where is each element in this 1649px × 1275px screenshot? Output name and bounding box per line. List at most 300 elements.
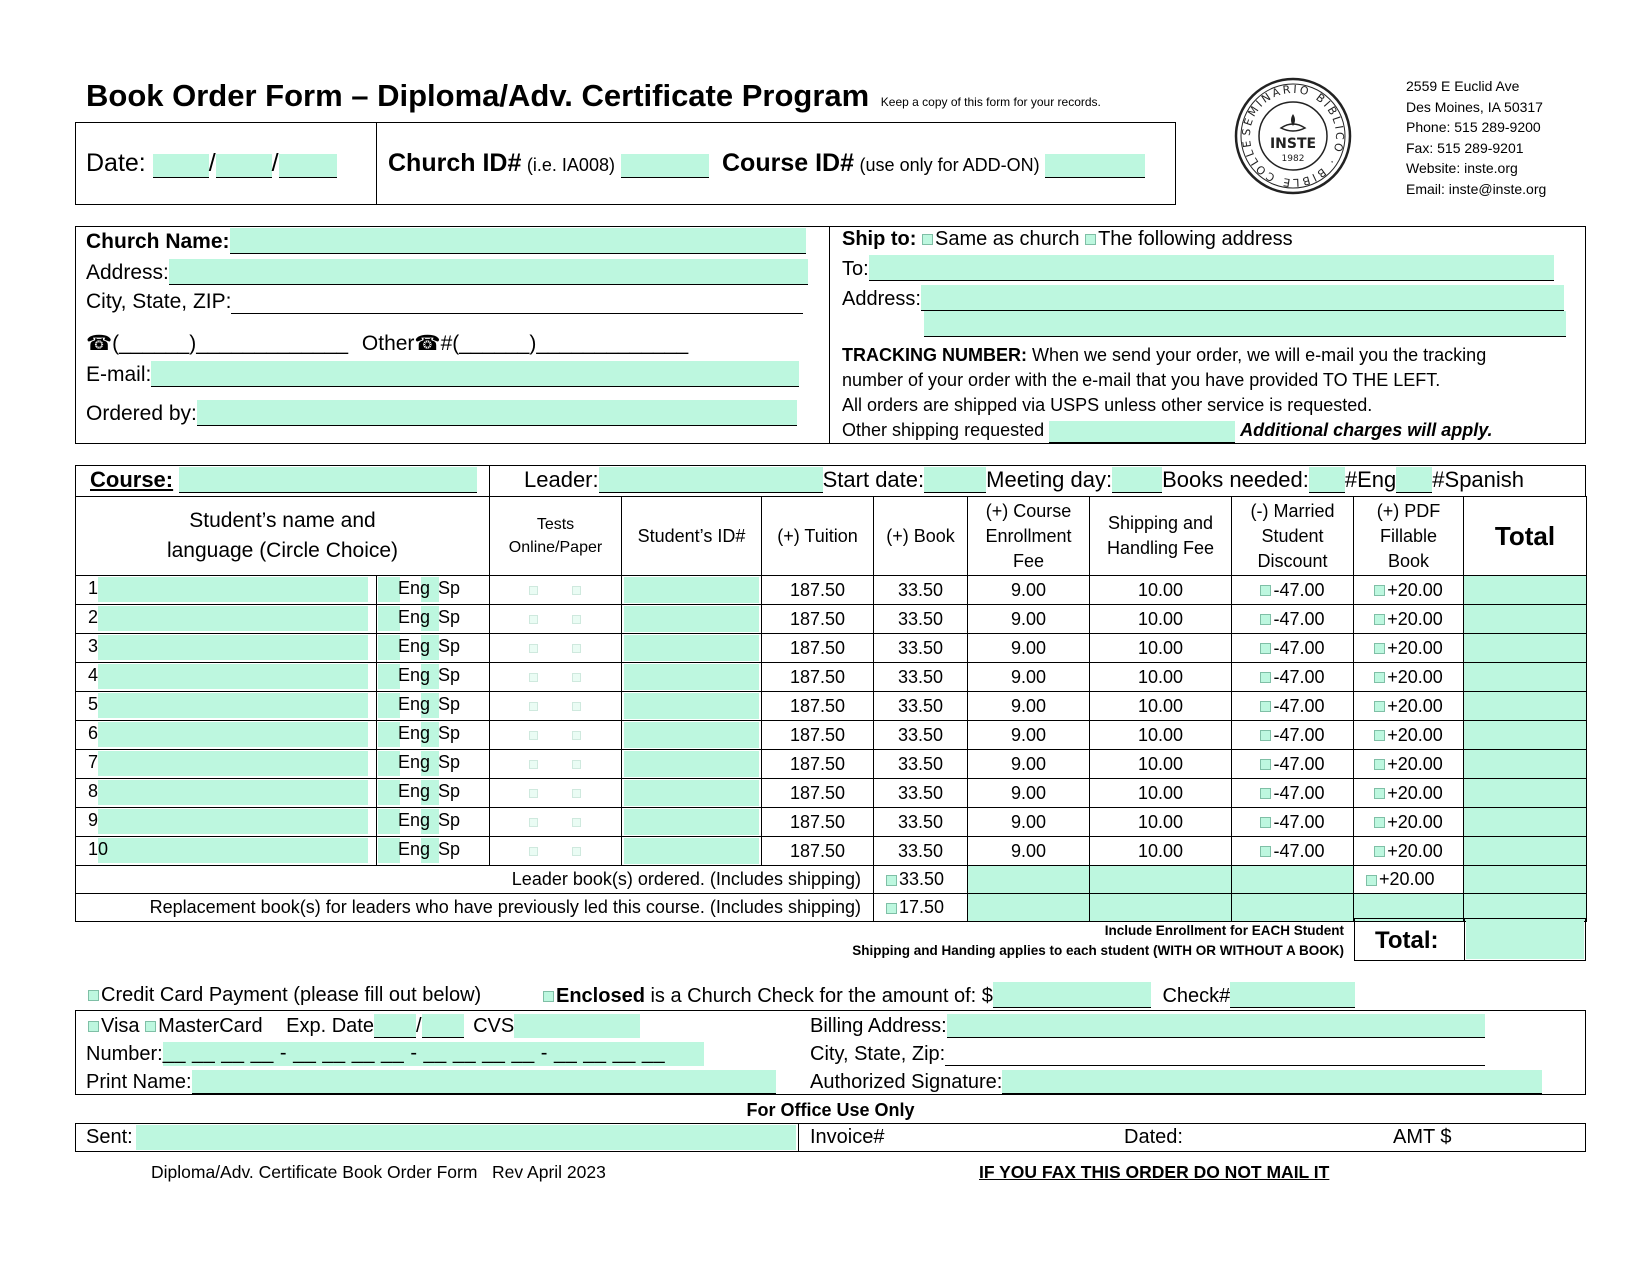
row-total-cell[interactable] (1464, 779, 1587, 808)
church-city-field[interactable] (86, 290, 803, 314)
enrollment-cell: 9.00 (968, 837, 1090, 866)
row-total-cell[interactable] (1464, 634, 1587, 663)
row-total-cell[interactable] (1464, 605, 1587, 634)
tests-online-checkbox[interactable] (529, 586, 538, 595)
student-name-field[interactable] (98, 722, 368, 747)
student-id-cell[interactable] (622, 750, 762, 779)
married-discount-value: -47.00 (1273, 840, 1325, 861)
tuition-cell: 187.50 (762, 576, 874, 605)
shipping-cell: 10.00 (1090, 808, 1232, 837)
student-name-cell[interactable] (76, 692, 490, 721)
church-name-field[interactable] (86, 228, 806, 254)
table-row (76, 605, 1587, 634)
exp-year-field[interactable] (422, 1014, 464, 1038)
enrollment-cell: 9.00 (968, 692, 1090, 721)
student-id-cell[interactable] (622, 808, 762, 837)
tests-paper-checkbox[interactable] (572, 586, 581, 595)
tests-paper-checkbox[interactable] (572, 731, 581, 740)
pdf-book-value: +20.00 (1387, 753, 1443, 774)
leader-book-row (76, 866, 1587, 894)
office-use-title: For Office Use Only (746, 1100, 915, 1120)
lang-eng-option[interactable]: Eng (398, 607, 431, 627)
lang-sp-option[interactable]: Sp (438, 810, 461, 830)
church-id-field[interactable] (388, 149, 709, 178)
book-cell: 33.50 (874, 779, 968, 808)
church-phone-field[interactable] (86, 331, 688, 356)
shipping-cell: 10.00 (1090, 605, 1232, 634)
cvs-label: CVS (473, 1015, 515, 1037)
amt-label: AMT $ (1393, 1126, 1452, 1148)
married-discount-value: -47.00 (1273, 608, 1325, 629)
col-book: (+) Book (874, 497, 968, 576)
student-id-cell[interactable] (622, 605, 762, 634)
lang-sp-option[interactable]: Sp (438, 781, 461, 801)
exp-date-label: Exp. Date (286, 1015, 374, 1037)
contact-email: Email: inste@inste.org (1406, 180, 1547, 197)
col-shipping: Shipping and Handling Fee (1090, 497, 1232, 576)
col-tests: Tests Online/Paper (490, 497, 622, 576)
pdf-book-cell[interactable] (1354, 721, 1464, 750)
ship-to-label: Ship to: (842, 228, 917, 250)
billing-city-row[interactable] (810, 1042, 1485, 1066)
leader-bar[interactable] (524, 467, 1524, 493)
other-shipping-field[interactable] (842, 418, 1493, 443)
row-total-cell[interactable] (1464, 663, 1587, 692)
tuition-cell: 187.50 (762, 634, 874, 663)
shipping-cell: 10.00 (1090, 663, 1232, 692)
book-cell: 33.50 (874, 692, 968, 721)
married-discount-cell[interactable] (1232, 779, 1354, 808)
tests-paper-checkbox[interactable] (572, 615, 581, 624)
tests-cell (490, 837, 622, 866)
ship-address-label: Address: (842, 288, 921, 310)
contact-phone: Phone: 515 289-9200 (1406, 119, 1541, 135)
student-table (75, 496, 1587, 922)
book-cell: 33.50 (874, 721, 968, 750)
grand-total-box (1354, 918, 1586, 961)
student-name-field[interactable] (98, 780, 368, 805)
tests-cell (490, 750, 622, 779)
tests-online-checkbox[interactable] (529, 702, 538, 711)
married-discount-cell[interactable] (1232, 634, 1354, 663)
enrollment-cell: 9.00 (968, 663, 1090, 692)
other-phone-label: Other☎#(______)_____________ (361, 332, 689, 355)
lang-eng-option[interactable]: Eng (398, 752, 431, 772)
shipping-cell: 10.00 (1090, 692, 1232, 721)
col-total: Total (1464, 497, 1587, 576)
tests-online-checkbox[interactable] (529, 673, 538, 682)
card-number-mask: __ __ __ __ - __ __ __ __ - __ __ __ __ - __ __ __ __ (163, 1042, 704, 1066)
col-student-id: Student’s ID# (622, 497, 762, 576)
meeting-day-label: Meeting day: (986, 467, 1113, 492)
tracking-label: TRACKING NUMBER: (842, 345, 1027, 365)
lang-sp-option[interactable]: Sp (438, 752, 461, 772)
tests-paper-checkbox[interactable] (572, 702, 581, 711)
pdf-book-cell[interactable] (1354, 576, 1464, 605)
enclosed-text: is a Church Check for the amount of: $ (650, 985, 993, 1007)
tests-cell (490, 808, 622, 837)
pdf-book-cell[interactable] (1354, 808, 1464, 837)
tests-cell (490, 779, 622, 808)
billing-address-row[interactable] (810, 1014, 1485, 1038)
married-discount-cell[interactable] (1232, 808, 1354, 837)
row-total-cell[interactable] (1464, 576, 1587, 605)
student-id-cell[interactable] (622, 692, 762, 721)
contact-website: Website: inste.org (1406, 160, 1518, 176)
billing-address-label: Billing Address: (810, 1015, 947, 1037)
student-name-field[interactable] (98, 809, 368, 834)
exp-month-field[interactable] (374, 1014, 416, 1038)
student-name-field[interactable] (98, 838, 368, 863)
tests-paper-checkbox[interactable] (572, 644, 581, 653)
ship-to-name-label: To: (842, 258, 869, 280)
enrollment-cell: 9.00 (968, 605, 1090, 634)
lang-sp-option[interactable]: Sp (438, 665, 461, 685)
replacement-book-cell[interactable] (874, 894, 968, 922)
married-discount-value: -47.00 (1273, 695, 1325, 716)
tests-online-checkbox[interactable] (529, 615, 538, 624)
enrollment-cell: 9.00 (968, 721, 1090, 750)
row-number: 7 (88, 752, 99, 772)
form-note: Keep a copy of this form for your records. (880, 95, 1101, 109)
student-id-cell[interactable] (622, 779, 762, 808)
row-total-cell[interactable] (1464, 692, 1587, 721)
married-discount-cell[interactable] (1232, 576, 1354, 605)
col-student-name: Student’s name and language (Circle Choice) (76, 497, 490, 576)
ordered-by-label: Ordered by: (86, 402, 197, 425)
lang-eng-option[interactable]: Eng (398, 839, 431, 859)
pdf-book-value: +20.00 (1387, 666, 1443, 687)
inste-logo (1233, 76, 1353, 196)
married-discount-value: -47.00 (1273, 637, 1325, 658)
row-total-cell[interactable] (1464, 750, 1587, 779)
mastercard-checkbox[interactable] (145, 1021, 156, 1032)
tuition-cell: 187.50 (762, 750, 874, 779)
student-id-cell[interactable] (622, 634, 762, 663)
row-number: 5 (88, 694, 99, 714)
pdf-book-cell[interactable] (1354, 779, 1464, 808)
tests-cell (490, 663, 622, 692)
student-name-cell[interactable] (76, 605, 490, 634)
tracking-text: When we send your order, we will e-mail you the tracking (1032, 345, 1487, 365)
header-fields-box (75, 122, 1176, 205)
tests-online-checkbox[interactable] (529, 731, 538, 740)
replacement-married-cell[interactable] (1232, 894, 1354, 922)
tests-cell (490, 634, 622, 663)
same-as-church-checkbox[interactable] (922, 234, 933, 245)
lang-sp-option[interactable]: Sp (438, 839, 461, 859)
totals-note-1: Include Enrollment for EACH Student (1104, 923, 1344, 938)
married-discount-cell[interactable] (1232, 605, 1354, 634)
shipping-cell: 10.00 (1090, 779, 1232, 808)
date-label: Date: (86, 149, 146, 177)
lang-sp-option[interactable]: Sp (438, 723, 461, 743)
student-id-cell[interactable] (622, 576, 762, 605)
col-enrollment: (+) Course Enrollment Fee (968, 497, 1090, 576)
lang-sp-option[interactable]: Sp (438, 694, 461, 714)
tuition-cell: 187.50 (762, 808, 874, 837)
lang-sp-option[interactable]: Sp (438, 607, 461, 627)
svg-text:1982: 1982 (1281, 154, 1305, 164)
ship-address-field[interactable] (842, 285, 1564, 311)
married-discount-value: -47.00 (1273, 811, 1325, 832)
student-name-cell[interactable] (76, 576, 490, 605)
married-discount-value: -47.00 (1273, 753, 1325, 774)
contact-city: Des Moines, IA 50317 (1406, 98, 1543, 115)
card-number-label: Number: (86, 1043, 163, 1065)
pdf-book-cell[interactable] (1354, 837, 1464, 866)
pdf-book-cell[interactable] (1354, 663, 1464, 692)
student-name-cell[interactable] (76, 750, 490, 779)
print-name-row[interactable] (86, 1070, 776, 1094)
sent-label: Sent: (86, 1126, 133, 1148)
eng-count-label: #Eng (1344, 467, 1397, 492)
shipping-cell: 10.00 (1090, 721, 1232, 750)
lang-eng-option[interactable]: Eng (398, 665, 431, 685)
table-row (76, 808, 1587, 837)
leader-married-cell[interactable] (1232, 866, 1354, 894)
row-number: 6 (88, 723, 99, 743)
church-address-field[interactable] (86, 259, 808, 285)
tuition-cell: 187.50 (762, 692, 874, 721)
lang-eng-option[interactable]: Eng (398, 723, 431, 743)
tests-online-checkbox[interactable] (529, 760, 538, 769)
form-title: Book Order Form – Diploma/Adv. Certificate Program (86, 78, 870, 113)
check-amount-field[interactable] (993, 982, 1151, 1008)
ship-address-line2[interactable] (924, 311, 1566, 337)
card-number-row[interactable] (86, 1042, 704, 1066)
col-tuition: (+) Tuition (762, 497, 874, 576)
student-id-cell[interactable] (622, 721, 762, 750)
student-name-cell[interactable] (76, 721, 490, 750)
col-married-discount: (-) Married Student Discount (1232, 497, 1354, 576)
footer-right: IF YOU FAX THIS ORDER DO NOT MAIL IT (979, 1162, 1330, 1182)
church-city-label: City, State, ZIP: (86, 290, 232, 313)
book-cell: 33.50 (874, 837, 968, 866)
book-cell: 33.50 (874, 576, 968, 605)
married-discount-value: -47.00 (1273, 666, 1325, 687)
card-type-row: Visa MasterCard Exp. Date / CVS (88, 1014, 640, 1038)
pdf-book-cell[interactable] (1354, 634, 1464, 663)
tests-paper-checkbox[interactable] (572, 818, 581, 827)
lang-eng-option[interactable]: Eng (398, 578, 431, 598)
lang-eng-option[interactable]: Eng (398, 694, 431, 714)
course-bar (75, 465, 1586, 497)
svg-text:INSTE: INSTE (1269, 136, 1317, 152)
tuition-cell: 187.50 (762, 663, 874, 692)
pdf-book-cell[interactable] (1354, 692, 1464, 721)
print-name-label: Print Name: (86, 1071, 192, 1093)
book-cell: 33.50 (874, 750, 968, 779)
replacement-ship-cell[interactable] (1090, 894, 1232, 922)
student-name-field[interactable] (98, 606, 368, 631)
church-email-field[interactable] (86, 361, 799, 387)
following-address-label: The following address (1098, 228, 1293, 250)
contact-fax: Fax: 515 289-9201 (1406, 139, 1524, 156)
tuition-cell: 187.50 (762, 721, 874, 750)
table-row (76, 779, 1587, 808)
leader-pdf-price: +20.00 (1379, 869, 1435, 889)
tests-paper-checkbox[interactable] (572, 760, 581, 769)
replacement-book-price: 17.50 (899, 897, 945, 917)
leader-book-price: 33.50 (899, 869, 945, 889)
spanish-count-label: #Spanish (1432, 467, 1525, 492)
leader-enroll-cell[interactable] (968, 866, 1090, 894)
tracking-text-2: number of your order with the e-mail that you have provided TO THE LEFT. (842, 370, 1441, 390)
phone-label: ☎(______)_____________ (86, 332, 349, 355)
leader-pdf-cell[interactable] (1354, 866, 1464, 894)
row-number: 9 (88, 810, 99, 830)
additional-charges: Additional charges will apply. (1240, 420, 1493, 440)
student-name-cell[interactable] (76, 837, 490, 866)
student-name-cell[interactable] (76, 808, 490, 837)
book-cell: 33.50 (874, 663, 968, 692)
check-number-label: Check# (1162, 985, 1231, 1007)
row-number: 4 (88, 665, 99, 685)
enrollment-cell: 9.00 (968, 808, 1090, 837)
grand-total-field[interactable] (1466, 921, 1584, 959)
leader-book-label: Leader book(s) ordered. (Includes shipping) (76, 866, 874, 894)
student-name-field[interactable] (98, 751, 368, 776)
tests-online-checkbox[interactable] (529, 847, 538, 856)
row-total-cell[interactable] (1464, 721, 1587, 750)
visa-label: Visa (101, 1015, 140, 1037)
visa-checkbox[interactable] (88, 1021, 99, 1032)
tests-paper-checkbox[interactable] (572, 673, 581, 682)
married-discount-value: -47.00 (1273, 579, 1325, 600)
enrollment-cell: 9.00 (968, 634, 1090, 663)
book-cell: 33.50 (874, 605, 968, 634)
footer-left: Diploma/Adv. Certificate Book Order Form Rev April 2023 (151, 1162, 606, 1182)
student-id-cell[interactable] (622, 663, 762, 692)
leader-book-cell[interactable] (874, 866, 968, 894)
student-name-field[interactable] (98, 577, 368, 602)
married-discount-value: -47.00 (1273, 724, 1325, 745)
tracking-info (842, 343, 1493, 443)
cvs-field[interactable] (514, 1014, 640, 1038)
course-field[interactable] (90, 467, 477, 493)
student-name-field[interactable] (98, 635, 368, 660)
sent-field[interactable] (136, 1125, 796, 1150)
date-field[interactable]: Date: / / (86, 149, 337, 178)
pdf-book-value: +20.00 (1387, 782, 1443, 803)
book-cell: 33.50 (874, 634, 968, 663)
shipping-cell: 10.00 (1090, 576, 1232, 605)
ordered-by-field[interactable] (86, 400, 797, 426)
pdf-book-value: +20.00 (1387, 840, 1443, 861)
table-row (76, 750, 1587, 779)
married-discount-cell[interactable] (1232, 692, 1354, 721)
leader-total-cell[interactable] (1464, 866, 1587, 894)
leader-ship-cell[interactable] (1090, 866, 1232, 894)
church-address-label: Address: (86, 261, 169, 284)
course-id-label: Course ID# (722, 149, 854, 177)
pdf-book-value: +20.00 (1387, 811, 1443, 832)
tests-cell (490, 605, 622, 634)
totals-note-2: Shipping and Handing applies to each student (WITH OR WITHOUT A BOOK) (852, 943, 1344, 958)
replacement-enroll-cell[interactable] (968, 894, 1090, 922)
table-row (76, 692, 1587, 721)
tests-online-checkbox[interactable] (529, 818, 538, 827)
pdf-book-cell[interactable] (1354, 605, 1464, 634)
lang-eng-option[interactable]: Eng (398, 781, 431, 801)
table-row (76, 576, 1587, 605)
lang-eng-option[interactable]: Eng (398, 810, 431, 830)
row-number: 2 (88, 607, 99, 627)
tuition-cell: 187.50 (762, 837, 874, 866)
student-name-cell[interactable] (76, 634, 490, 663)
totals-note (700, 921, 1344, 961)
lang-sp-option[interactable]: Sp (438, 636, 461, 656)
row-total-cell[interactable] (1464, 837, 1587, 866)
row-number: 3 (88, 636, 99, 656)
tests-online-checkbox[interactable] (529, 644, 538, 653)
tuition-cell: 187.50 (762, 605, 874, 634)
replacement-book-label: Replacement book(s) for leaders who have previously led this course. (Includes shipping) (76, 894, 874, 922)
table-row (76, 663, 1587, 692)
email-label: E-mail: (86, 363, 152, 386)
mastercard-label: MasterCard (158, 1015, 263, 1037)
check-number-field[interactable] (1230, 982, 1355, 1008)
tests-cell (490, 692, 622, 721)
invoice-label: Invoice# (810, 1126, 885, 1148)
lang-eng-option[interactable]: Eng (398, 636, 431, 656)
book-cell: 33.50 (874, 808, 968, 837)
ship-to-field[interactable] (842, 255, 1554, 281)
married-discount-cell[interactable] (1232, 663, 1354, 692)
leader-label: Leader: (524, 467, 599, 492)
married-discount-value: -47.00 (1273, 782, 1325, 803)
enrollment-cell: 9.00 (968, 750, 1090, 779)
course-id-field[interactable] (722, 149, 1145, 178)
check-payment (543, 982, 1355, 1008)
svg-text:SEMINARIO BIBLICO · BIBLE COLL: SEMINARIO BIBLICO · BIBLE COLLE (1239, 82, 1347, 190)
credit-card-label: Credit Card Payment (please fill out below) (101, 984, 482, 1006)
signature-label: Authorized Signature: (810, 1071, 1003, 1093)
row-number: 8 (88, 781, 99, 801)
married-discount-cell[interactable] (1232, 837, 1354, 866)
table-row (76, 721, 1587, 750)
married-discount-cell[interactable] (1232, 721, 1354, 750)
col-pdf-book: (+) PDF Fillable Book (1354, 497, 1464, 576)
student-name-cell[interactable] (76, 779, 490, 808)
enclosed-label: Enclosed (556, 985, 645, 1007)
row-total-cell[interactable] (1464, 808, 1587, 837)
lang-sp-option[interactable]: Sp (438, 578, 461, 598)
student-name-field[interactable] (98, 664, 368, 689)
row-number: 1 (88, 578, 99, 598)
tests-paper-checkbox[interactable] (572, 789, 581, 798)
credit-card-checkbox[interactable] (88, 990, 99, 1001)
married-discount-cell[interactable] (1232, 750, 1354, 779)
enclosed-check-checkbox[interactable] (543, 991, 554, 1002)
following-address-checkbox[interactable] (1085, 234, 1096, 245)
tests-cell (490, 721, 622, 750)
course-id-note: (use only for ADD-ON) (859, 155, 1040, 175)
grand-total-label: Total: (1375, 927, 1439, 954)
books-needed-label: Books needed: (1162, 467, 1309, 492)
contact-info (1406, 76, 1546, 199)
student-name-field[interactable] (98, 693, 368, 718)
pdf-book-value: +20.00 (1387, 724, 1443, 745)
enrollment-cell: 9.00 (968, 779, 1090, 808)
pdf-book-cell[interactable] (1354, 750, 1464, 779)
student-id-cell[interactable] (622, 837, 762, 866)
student-name-cell[interactable] (76, 663, 490, 692)
tests-paper-checkbox[interactable] (572, 847, 581, 856)
signature-row[interactable] (810, 1070, 1542, 1094)
tests-online-checkbox[interactable] (529, 789, 538, 798)
